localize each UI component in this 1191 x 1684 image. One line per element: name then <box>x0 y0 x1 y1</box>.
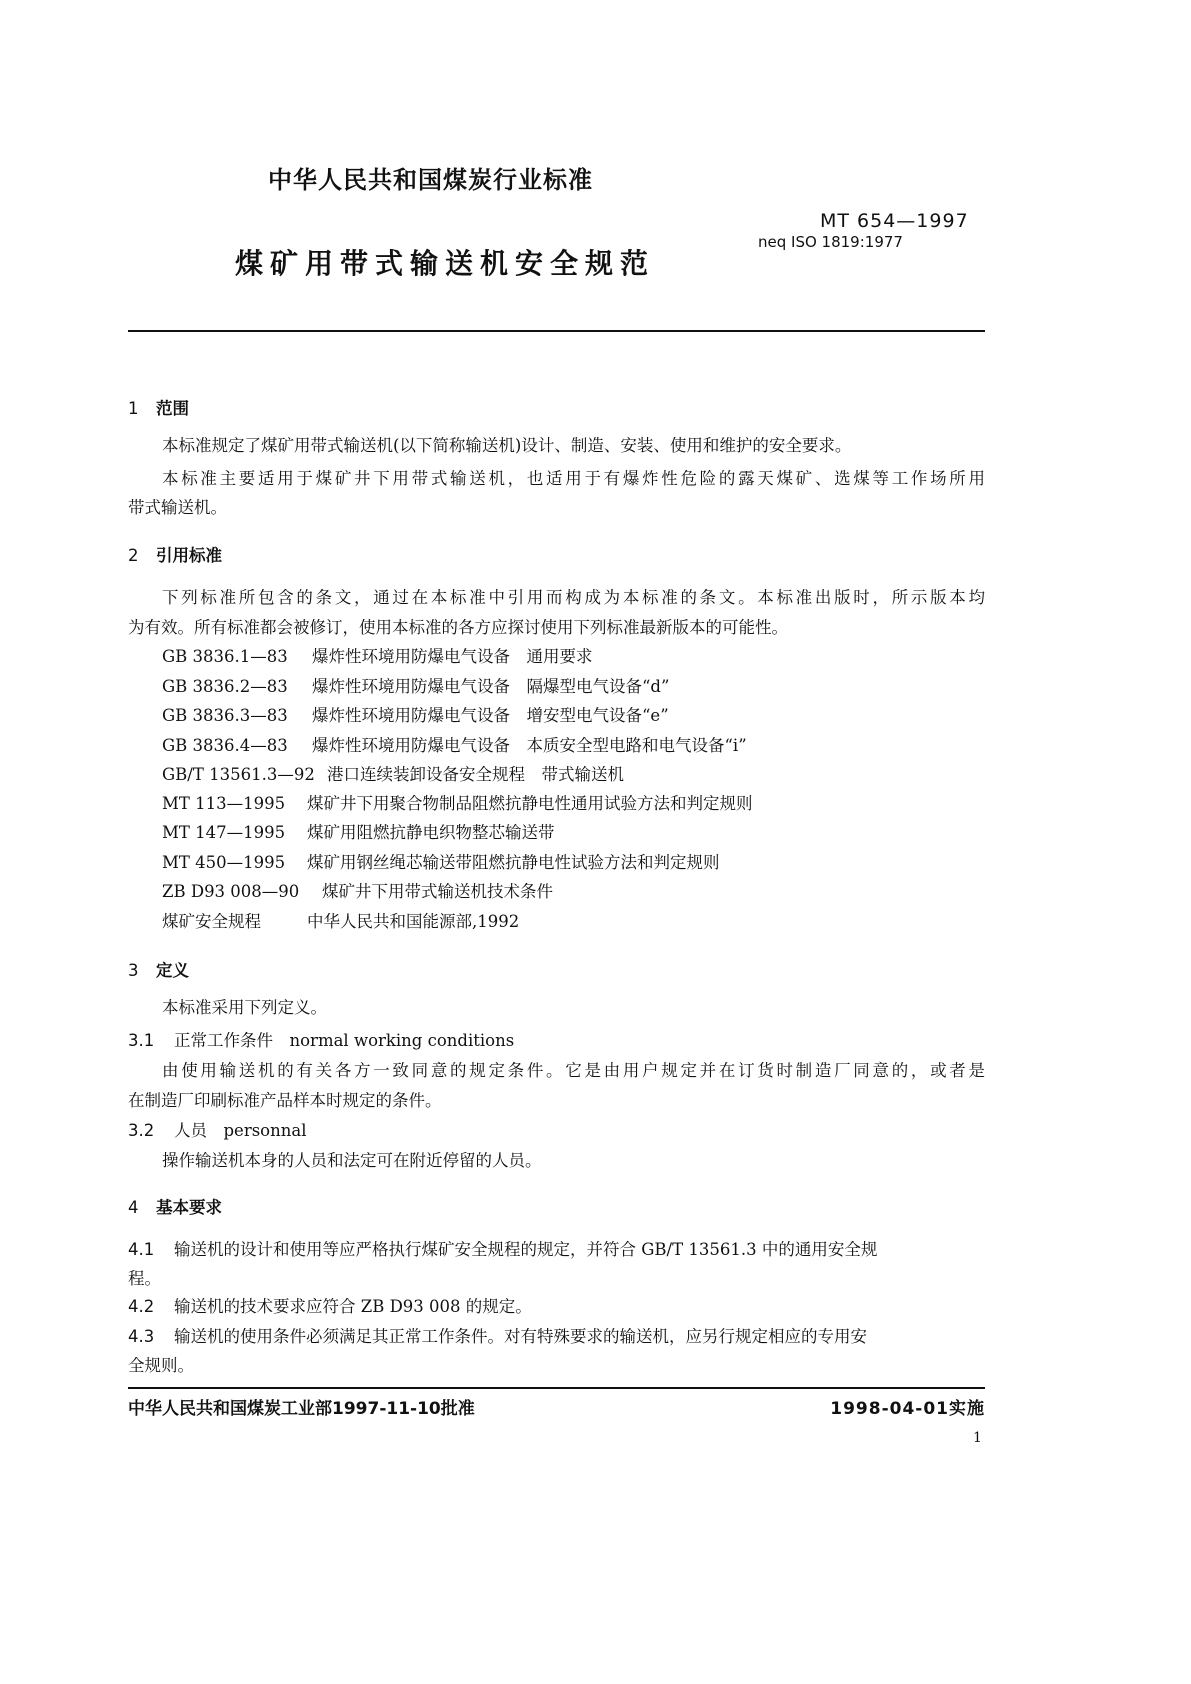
reference-title: 爆炸性环境用防爆电气设备 隔爆型电气设备“d” <box>312 677 670 696</box>
reference-code: GB 3836.3—83 <box>162 706 288 725</box>
reference-title: 爆炸性环境用防爆电气设备 通用要求 <box>312 647 593 666</box>
reference-title: 港口连续装卸设备安全规程 带式输送机 <box>327 765 624 784</box>
reference-code: GB/T 13561.3—92 <box>162 765 315 784</box>
page-number: 1 <box>973 1430 982 1446</box>
paragraph: 操作输送机本身的人员和法定可在附近停留的人员。 <box>162 1151 542 1170</box>
reference-code: MT 113—1995 <box>162 794 286 813</box>
definition-term: 3.1 正常工作条件 normal working conditions <box>128 1031 515 1050</box>
clause: 4.3 输送机的使用条件必须满足其正常工作条件。对有特殊要求的输送机，应另行规定相应的专用安 <box>128 1327 867 1346</box>
reference-item <box>162 793 753 815</box>
header-divider <box>128 330 985 332</box>
section-heading: 2 引用标准 <box>128 546 222 565</box>
org-title: 中华人民共和国煤炭行业标准 <box>268 166 593 194</box>
reference-item <box>162 852 720 874</box>
clause: 4.2 输送机的技术要求应符合 ZB D93 008 的规定。 <box>128 1297 532 1316</box>
paragraph: 本标准主要适用于煤矿井下用带式输送机，也适用于有爆炸性危险的露天煤矿、选煤等工作场所用 <box>162 469 985 488</box>
reference-item <box>162 705 669 727</box>
reference-title: 煤矿用阻燃抗静电织物整芯输送带 <box>307 823 555 842</box>
reference-item <box>162 735 747 757</box>
reference-title: 煤矿井下用带式输送机技术条件 <box>322 882 553 901</box>
footer-divider <box>128 1387 985 1389</box>
reference-code: MT 147—1995 <box>162 823 286 842</box>
reference-code: GB 3836.4—83 <box>162 736 288 755</box>
clause: 4.1 输送机的设计和使用等应严格执行煤矿安全规程的规定，并符合 GB/T 13561.3 中的通用安全规 <box>128 1240 878 1259</box>
document-title: 煤矿用带式输送机安全规范 <box>235 247 656 280</box>
reference-title: 爆炸性环境用防爆电气设备 增安型电气设备“e” <box>312 706 669 725</box>
reference-code: ZB D93 008—90 <box>162 882 300 901</box>
reference-item <box>162 881 553 903</box>
reference-code: 煤矿安全规程 <box>162 912 261 931</box>
reference-title: 中华人民共和国能源部,1992 <box>307 912 520 931</box>
paragraph: 为有效。所有标准都会被修订，使用本标准的各方应探讨使用下列标准最新版本的可能性。 <box>128 618 788 637</box>
reference-title: 煤矿用钢丝绳芯输送带阻燃抗静电性试验方法和判定规则 <box>307 853 720 872</box>
reference-item <box>162 764 624 786</box>
reference-item <box>162 676 669 698</box>
section-heading: 4 基本要求 <box>128 1198 222 1217</box>
paragraph: 带式输送机。 <box>128 498 227 517</box>
section-heading: 1 范围 <box>128 399 189 418</box>
reference-title: 爆炸性环境用防爆电气设备 本质安全型电路和电气设备“i” <box>312 736 747 755</box>
reference-item <box>162 911 519 933</box>
definition-term: 3.2 人员 personnal <box>128 1121 307 1140</box>
reference-title: 煤矿井下用聚合物制品阻燃抗静电性通用试验方法和判定规则 <box>307 794 753 813</box>
reference-code: MT 450—1995 <box>162 853 286 872</box>
approval-date: 中华人民共和国煤炭工业部1997-11-10批准 <box>128 1399 475 1419</box>
paragraph: 本标准采用下列定义。 <box>162 998 327 1017</box>
paragraph: 全规则。 <box>128 1356 194 1375</box>
section-heading: 3 定义 <box>128 961 189 980</box>
effective-date: 1998-04-01实施 <box>830 1399 985 1419</box>
reference-code: GB 3836.2—83 <box>162 677 288 696</box>
reference-code: GB 3836.1—83 <box>162 647 288 666</box>
paragraph: 下列标准所包含的条文，通过在本标准中引用而构成为本标准的条文。本标准出版时，所示版本均 <box>162 588 985 607</box>
equivalence: neq ISO 1819:1977 <box>758 233 903 251</box>
standard-code: MT 654—1997 <box>820 210 969 232</box>
paragraph: 由使用输送机的有关各方一致同意的规定条件。它是由用户规定并在订货时制造厂同意的，或者是 <box>162 1061 985 1080</box>
paragraph: 在制造厂印刷标准产品样本时规定的条件。 <box>128 1091 442 1110</box>
reference-item <box>162 822 555 844</box>
paragraph: 程。 <box>128 1269 161 1288</box>
reference-item <box>162 646 593 668</box>
paragraph: 本标准规定了煤矿用带式输送机(以下简称输送机)设计、制造、安装、使用和维护的安全要求。 <box>162 436 852 455</box>
